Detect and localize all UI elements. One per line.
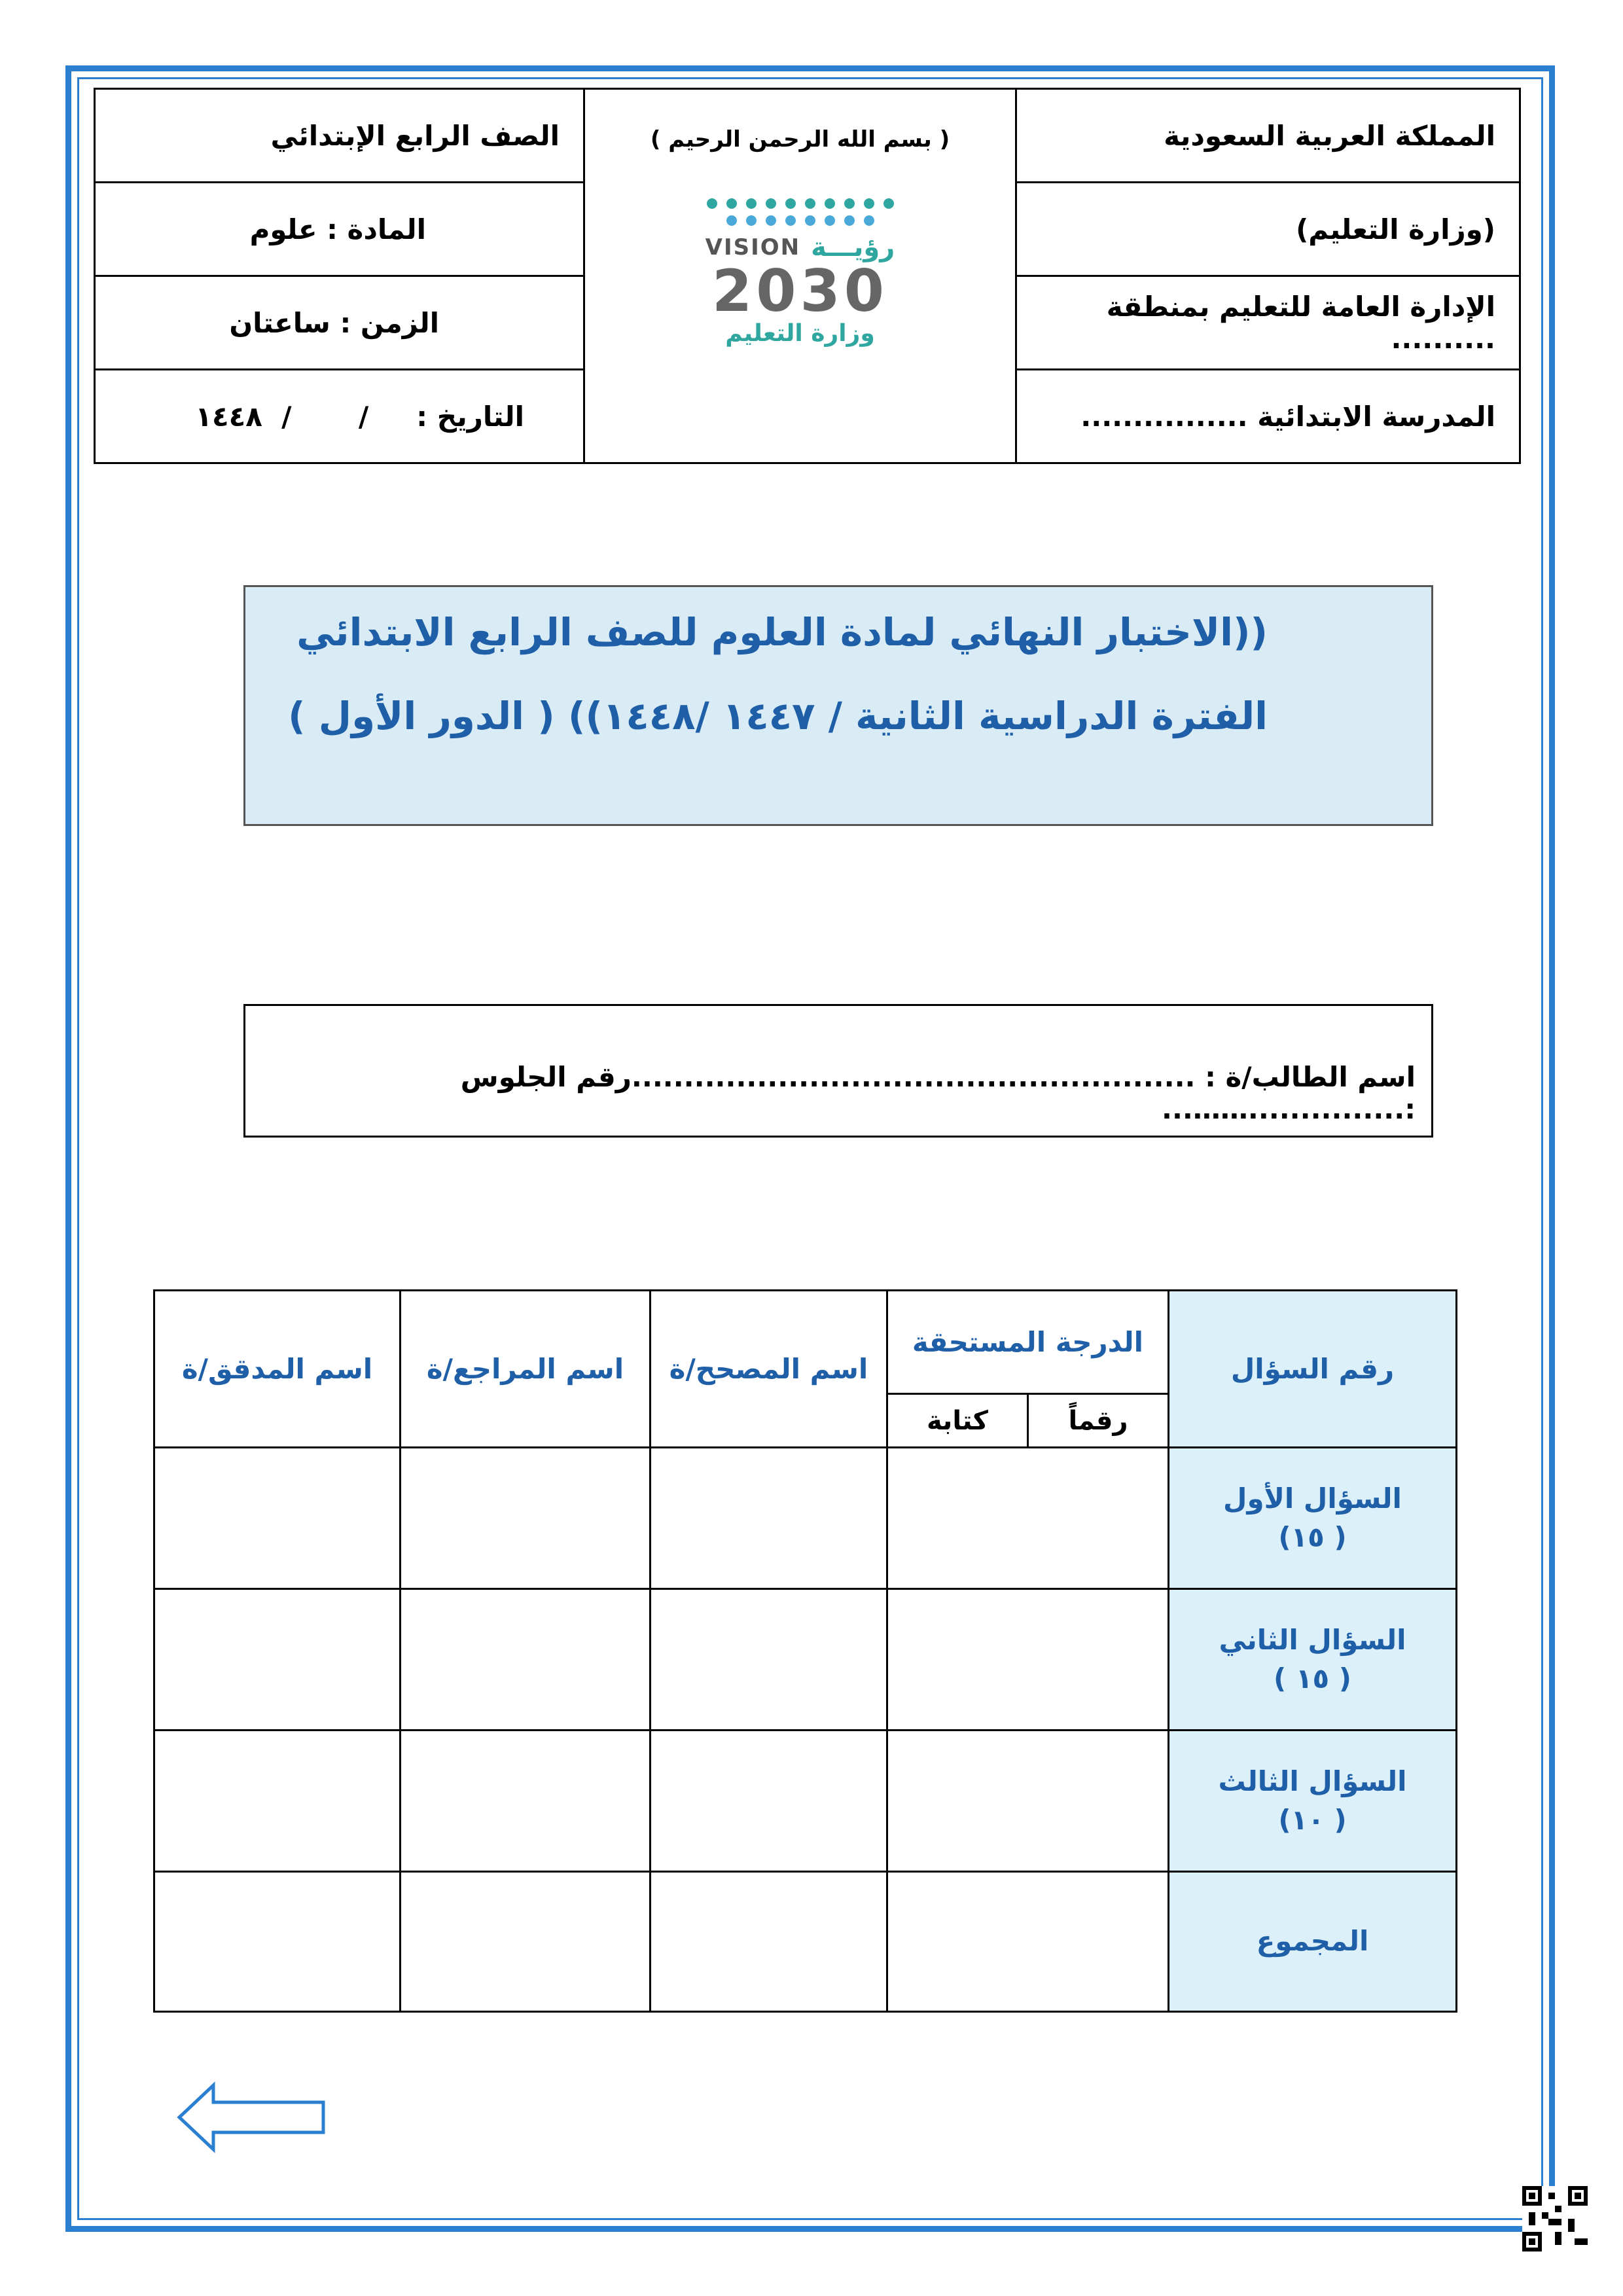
question-row-label: السؤال الثالث ( ١٠) (1169, 1731, 1457, 1872)
auditor-cell[interactable] (154, 1731, 401, 1872)
auditor-cell[interactable] (154, 1872, 401, 2012)
logo-dots-icon-row2 (705, 215, 895, 226)
grade-cell[interactable] (887, 1589, 1169, 1731)
student-name-seat-line[interactable]: اسم الطالب/ة : ......................................................رقم الجلوس :...............……... (460, 1061, 1416, 1125)
corrector-cell[interactable] (651, 1731, 887, 1872)
reviewer-cell[interactable] (401, 1872, 651, 2012)
header-table (94, 88, 1521, 464)
directorate-label: الإدارة العامة للتعليم بمنطقة .......... (1016, 276, 1520, 370)
school-label: المدرسة الابتدائية ................ (1016, 370, 1520, 463)
auditor-header: اسم المدقق/ة (154, 1291, 401, 1448)
ministry-label: (وزارة التعليم) (1016, 183, 1520, 276)
student-info-box (243, 1004, 1433, 1138)
grade-header: الدرجة المستحقة (887, 1291, 1169, 1394)
exam-title-box (243, 585, 1433, 826)
reviewer-cell[interactable] (401, 1589, 651, 1731)
grade-cell[interactable] (887, 1448, 1169, 1589)
reviewer-cell[interactable] (401, 1731, 651, 1872)
next-page-arrow-icon[interactable] (177, 2081, 327, 2153)
question-row-label: السؤال الثاني ( ١٥ ) (1169, 1589, 1457, 1731)
subject-label: المادة : علوم (95, 183, 584, 276)
exam-title-line1: ((الاختبار النهائي لمادة العلوم للصف الرابع الابتدائي (296, 610, 1268, 655)
basmala: ( بسم الله الرحمن الرحيم ) (650, 126, 950, 152)
grade-cell[interactable] (887, 1731, 1169, 1872)
reviewer-header: اسم المراجع/ة (401, 1291, 651, 1448)
total-grade-cell[interactable] (887, 1872, 1169, 2012)
vision-2030-logo (705, 198, 895, 347)
logo-cell (584, 89, 1016, 463)
reviewer-cell[interactable] (401, 1448, 651, 1589)
question-number-header: رقم السؤال (1169, 1291, 1457, 1448)
qr-code-icon (1522, 2186, 1588, 2251)
kingdom-label: المملكة العربية السعودية (1016, 89, 1520, 183)
corrector-cell[interactable] (651, 1589, 887, 1731)
exam-title-line2: الفترة الدراسية الثانية / ١٤٤٧ /١٤٤٨)) ( الدور الأول ) (288, 694, 1268, 738)
time-label: الزمن : ساعتان (95, 276, 584, 370)
corrector-cell[interactable] (651, 1448, 887, 1589)
auditor-cell[interactable] (154, 1448, 401, 1589)
date-label: التاريخ : / / ١٤٤٨ (95, 370, 584, 463)
question-row-label: السؤال الأول ( ١٥) (1169, 1448, 1457, 1589)
grade-words-header: كتابة (887, 1394, 1028, 1448)
total-row-label: المجموع (1169, 1872, 1457, 2012)
grade-label: الصف الرابع الإبتدائي (95, 89, 584, 183)
corrector-header: اسم المصحح/ة (651, 1291, 887, 1448)
vision-year: 2030 (712, 257, 888, 325)
vision-en-text: VISION (705, 234, 801, 260)
corrector-cell[interactable] (651, 1872, 887, 2012)
vision-ar-text: رؤيـــة (811, 232, 895, 262)
grade-digits-header: رقماً (1028, 1394, 1169, 1448)
auditor-cell[interactable] (154, 1589, 401, 1731)
grades-table (153, 1289, 1457, 2013)
logo-ministry-text: وزارة التعليم (725, 320, 875, 347)
logo-dots-icon (705, 198, 895, 209)
